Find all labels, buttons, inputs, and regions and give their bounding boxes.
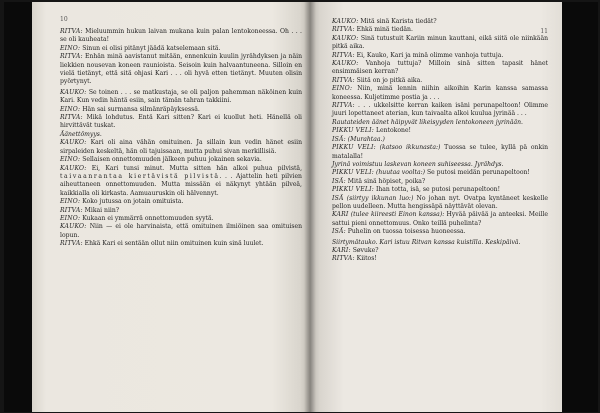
stage-direction: Jyrinä voimistuu laskevan koneen suhiseessa. Jyrähdys. <box>332 160 504 168</box>
dialogue-line: EINO: Sellaisen onnettomuuden jälkeen puhuu jokainen sekavia. <box>60 156 262 164</box>
dialogue-line: PIKKU VELI: (katsoo ikkunasta:) Tuossa se tulee, kyllä pä onkin matalalla! <box>332 144 549 160</box>
dialogue-line: RITVA: Mikä lohdutus. Entä Kari sitten? Kari ei kuollut heti. Hänellä oli hirvittävät tuskat. <box>60 114 303 130</box>
dialogue-line: KAUKO: Niin — ei ole harvinaista, että omituinen ilmiöinen saa omituisen lopun. <box>60 223 302 239</box>
page-number: 10 <box>60 16 68 23</box>
dialogue-line: RITVA: . . . ukkelsitte kerran kaiken isäni perunapeltoon! Olimme juuri lopettaneet aterian, kun taivaalta alkoi kuulua jyrinää . . . <box>332 102 549 118</box>
dialogue-line: EINO: Niin, minä lennin niihin aikoihin Karin kanssa samassa koneessa. Kuljetimme postia ja . . . <box>332 85 548 101</box>
dialogue-text <box>332 18 548 264</box>
left-page <box>32 2 310 412</box>
dialogue-line: KARI: Søvuke? <box>332 246 379 254</box>
page-number: 11 <box>540 28 548 35</box>
dialogue-line: KAUKO: Sinä tutustuit Kariin minun kauttani, eikä siitä ole niinkään pitkä aika. <box>332 34 548 51</box>
dialogue-line: KAUKO: Mitä sinä Karista tiedät? <box>332 18 437 25</box>
dialogue-line: KAUKO: Se toinen . . . se matkustaja, se oli paljon pahemman näköinen kuin Kari. Kun vedin häntä esiin, sain tämän tahran takkiini. <box>60 88 302 105</box>
stage-direction: Siirtymätauko. Kari istuu Ritvan kanssa kuistilla. Keskipäivä. <box>332 238 521 246</box>
dialogue-line: RITVA: Siitä on jo pitkä aika. <box>332 76 423 84</box>
right-page <box>310 2 562 412</box>
stage-direction: Äänettömyys. <box>60 130 102 138</box>
dialogue-line: ISÄ: (Murahtaa.) <box>332 135 385 143</box>
dialogue-line: PIKKU VELI: (huutaa voolta:) Se putosi meidän perunapeltoon! <box>332 169 530 177</box>
dialogue-line: RITVA: Enhän minä aavistanut mitään, ennenkuin kuulin jyrähdyksen ja näin liekkien nousevan koneen raunioista. Seisoin kuin halvaantuneena. Silloin en vielä tietänyt, että sitä ohjasi Kari . . . oli hyvä etten tietänyt. Muuten olisin pyörtynyt. <box>60 53 302 86</box>
dialogue-line: KAUKO: Ei, Kari tunsi minut. Mutta sitten hän alkoi puhua pilvistä, taivaanrantaa kiertävistä pilvistä. . . Ajattelin heti pilvien aiheuttaneen onnettomuuden. Mutta missään ei näkynyt yhtään pilveä, kaikkialla oli kirkasta. Aamuauruskin oli hälvennyt. <box>60 164 303 197</box>
dialogue-line: ISÄ (siirtyy ikkunan luo:) No johan nyt. Ovatpa kyntäneet keskelle pellon uudelleen. Mutta hengissäpä näyttävät olevan. <box>332 194 548 210</box>
dialogue-line: KAUKO: Vanhoja tuttuja? Milloin sinä sitten tapasit hänet ensimmäisen kerran? <box>332 60 548 76</box>
dialogue-line: RITVA: Ehkä minä tiedän. <box>332 26 413 34</box>
dialogue-line: EINO: Hän sai surmansa silmänräpäyksessä. <box>60 105 200 113</box>
dialogue-line: RITVA: Kiitos! <box>332 255 377 263</box>
dialogue-line: EINO: Koko jutussa on jotain omituista. <box>60 198 184 206</box>
dialogue-line: RITVA: Ehkä Kari ei sentään ollut niin omituinen kuin sinä luulet. <box>60 240 264 248</box>
dialogue-line: KAUKO: Kari oli aina vähän omituinen. Ja sillain kun vedin hänet esiin sirpaleiden keskeltä, hän oli tajuissaan, mutta puhui sivan merkillisiä. <box>60 139 303 155</box>
open-book <box>4 2 598 412</box>
dialogue-line: RITVA: Mieluummin hukun laivan mukana kuin palan lentokoneessa. Oh . . . se oli kauheata! <box>60 28 302 44</box>
dialogue-line: ISÄ: Mitä sinä höpiset, poika? <box>332 177 426 185</box>
dialogue-line: PIKKU VELI: Lentokone! <box>332 127 412 135</box>
dialogue-line: PIKKU VELI: Ihan totta, isä, se putosi perunapeltoon! <box>332 186 501 194</box>
dialogue-line: EINO: Sinun ei olisi pitänyt jäädä katselemaan sitä. <box>60 44 221 52</box>
dialogue-line: RITVA: Ei, Kauko, Kari ja minä olimme vanhoja tuttuja. <box>332 51 504 59</box>
dialogue-line: ISÄ: Puhelin on tuossa toisessa huoneessa. <box>332 228 466 236</box>
dialogue-line: EINO: Kukaan ei ymmärrä onnettomuuden syytä. <box>60 214 214 222</box>
dialogue-line: RITVA: Mikai niin? <box>60 206 120 214</box>
dialogue-text <box>60 28 302 249</box>
stage-direction: Rautateiden äänet häipyvät likeisyyden lentokoneen jyrinään. <box>332 118 523 126</box>
dialogue-line: KARI (tulee kiireesti Einon kanssa): Hyvää päivää ja anteeksi. Meille sattui pieni onnettomuus. Onko teillä puhelinta? <box>332 211 549 227</box>
